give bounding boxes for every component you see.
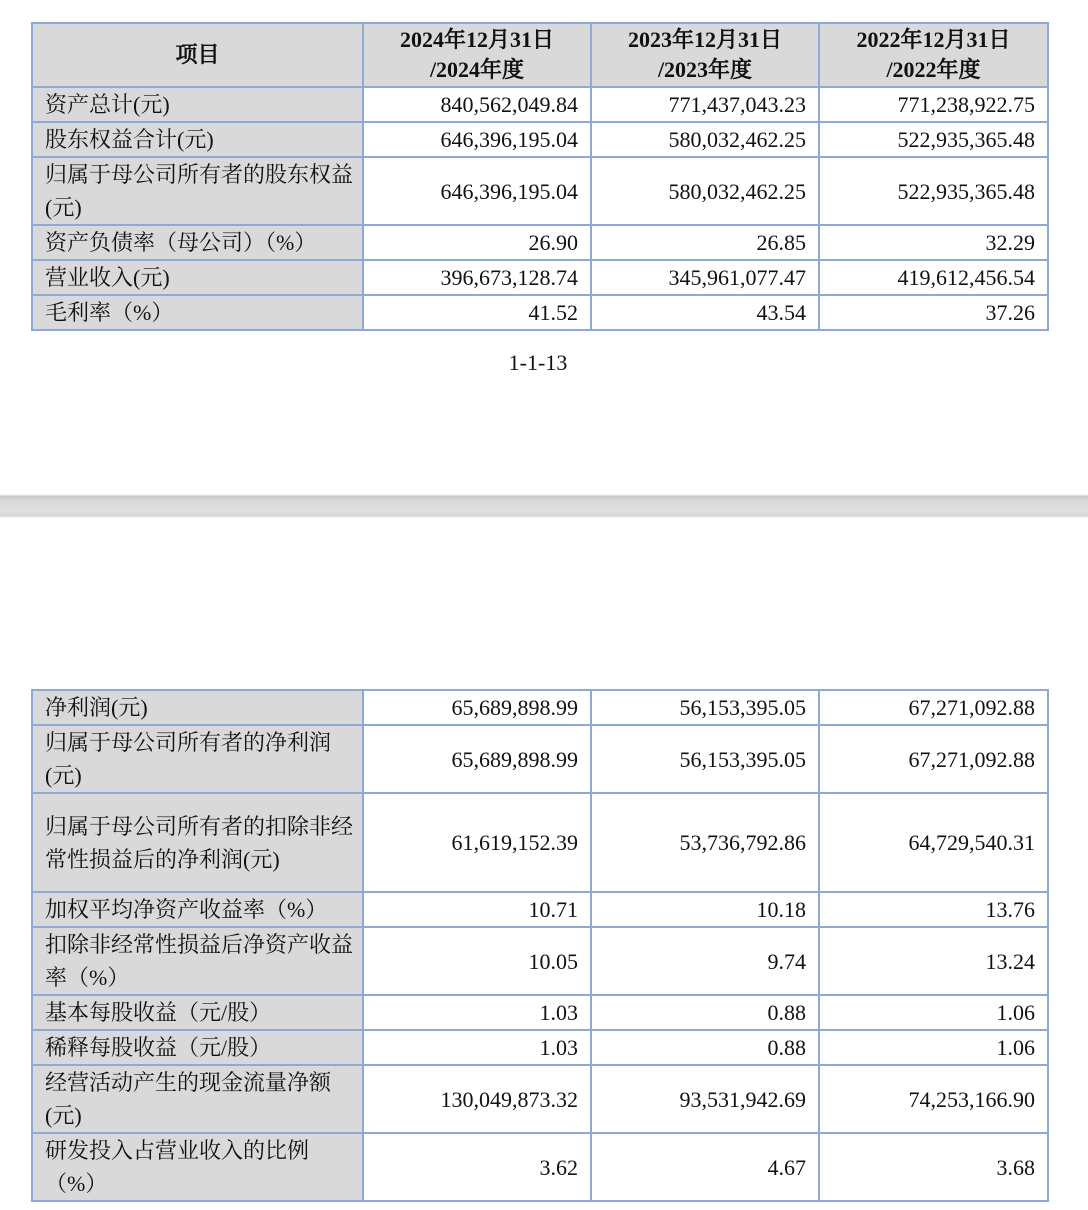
financial-summary-table-part-1 <box>31 22 1049 331</box>
value-2023: 0.88 <box>591 995 819 1030</box>
value-2022: 13.24 <box>819 927 1048 995</box>
row-label: 资产负债率（母公司）（%） <box>32 225 363 260</box>
row-label: 扣除非经常性损益后净资产收益率（%） <box>32 927 363 995</box>
value-2024: 26.90 <box>363 225 591 260</box>
table-row <box>32 1065 1048 1133</box>
value-2022: 13.76 <box>819 892 1048 927</box>
value-2022: 1.06 <box>819 995 1048 1030</box>
value-2023: 26.85 <box>591 225 819 260</box>
value-2024: 1.03 <box>363 995 591 1030</box>
value-2023: 9.74 <box>591 927 819 995</box>
value-2022: 64,729,540.31 <box>819 793 1048 892</box>
value-2022: 74,253,166.90 <box>819 1065 1048 1133</box>
row-label: 资产总计(元) <box>32 87 363 122</box>
value-2023: 580,032,462.25 <box>591 122 819 157</box>
header-2023: 2023年12月31日 /2023年度 <box>591 23 819 87</box>
value-2022: 37.26 <box>819 295 1048 330</box>
value-2024: 65,689,898.99 <box>363 725 591 793</box>
row-label: 稀释每股收益（元/股） <box>32 1030 363 1065</box>
value-2023: 10.18 <box>591 892 819 927</box>
row-label: 净利润(元) <box>32 690 363 725</box>
value-2022: 32.29 <box>819 225 1048 260</box>
value-2024: 10.05 <box>363 927 591 995</box>
row-label: 归属于母公司所有者的净利润(元) <box>32 725 363 793</box>
row-label: 归属于母公司所有者的扣除非经常性损益后的净利润(元) <box>32 793 363 892</box>
table-row <box>32 793 1048 892</box>
value-2024: 3.62 <box>363 1133 591 1201</box>
value-2023: 580,032,462.25 <box>591 157 819 225</box>
value-2023: 56,153,395.05 <box>591 725 819 793</box>
value-2023: 93,531,942.69 <box>591 1065 819 1133</box>
value-2022: 1.06 <box>819 1030 1048 1065</box>
row-label: 归属于母公司所有者的股东权益(元) <box>32 157 363 225</box>
value-2022: 522,935,365.48 <box>819 122 1048 157</box>
header-2024: 2024年12月31日 /2024年度 <box>363 23 591 87</box>
value-2023: 53,736,792.86 <box>591 793 819 892</box>
table-header-row <box>32 23 1048 87</box>
document-page-1 <box>0 0 1088 494</box>
row-label: 经营活动产生的现金流量净额(元) <box>32 1065 363 1133</box>
value-2024: 646,396,195.04 <box>363 157 591 225</box>
table-row <box>32 927 1048 995</box>
value-2022: 771,238,922.75 <box>819 87 1048 122</box>
header-item: 项目 <box>32 23 363 87</box>
value-2023: 43.54 <box>591 295 819 330</box>
header-2022: 2022年12月31日 /2022年度 <box>819 23 1048 87</box>
page-number: 1-1-13 <box>508 350 568 375</box>
value-2022: 3.68 <box>819 1133 1048 1201</box>
value-2023: 771,437,043.23 <box>591 87 819 122</box>
value-2023: 4.67 <box>591 1133 819 1201</box>
value-2023: 56,153,395.05 <box>591 690 819 725</box>
value-2024: 61,619,152.39 <box>363 793 591 892</box>
row-label: 毛利率（%） <box>32 295 363 330</box>
value-2024: 10.71 <box>363 892 591 927</box>
table-row <box>32 1030 1048 1065</box>
table-row <box>32 690 1048 725</box>
row-label: 股东权益合计(元) <box>32 122 363 157</box>
table-row <box>32 1133 1048 1201</box>
value-2024: 396,673,128.74 <box>363 260 591 295</box>
value-2024: 65,689,898.99 <box>363 690 591 725</box>
table-row <box>32 995 1048 1030</box>
table-row <box>32 892 1048 927</box>
value-2022: 67,271,092.88 <box>819 725 1048 793</box>
row-label: 营业收入(元) <box>32 260 363 295</box>
value-2023: 345,961,077.47 <box>591 260 819 295</box>
table-row <box>32 87 1048 122</box>
row-label: 基本每股收益（元/股） <box>32 995 363 1030</box>
table-row <box>32 157 1048 225</box>
value-2024: 41.52 <box>363 295 591 330</box>
financial-summary-table-part-2 <box>31 689 1049 1202</box>
table-row <box>32 225 1048 260</box>
value-2024: 840,562,049.84 <box>363 87 591 122</box>
value-2022: 67,271,092.88 <box>819 690 1048 725</box>
value-2024: 646,396,195.04 <box>363 122 591 157</box>
value-2022: 522,935,365.48 <box>819 157 1048 225</box>
table-row <box>32 295 1048 330</box>
value-2024: 130,049,873.32 <box>363 1065 591 1133</box>
table-row <box>32 260 1048 295</box>
value-2024: 1.03 <box>363 1030 591 1065</box>
document-page-2 <box>0 518 1088 1210</box>
table-row <box>32 725 1048 793</box>
value-2023: 0.88 <box>591 1030 819 1065</box>
value-2022: 419,612,456.54 <box>819 260 1048 295</box>
row-label: 加权平均净资产收益率（%） <box>32 892 363 927</box>
page-separator <box>0 494 1088 518</box>
row-label: 研发投入占营业收入的比例（%） <box>32 1133 363 1201</box>
table-row <box>32 122 1048 157</box>
